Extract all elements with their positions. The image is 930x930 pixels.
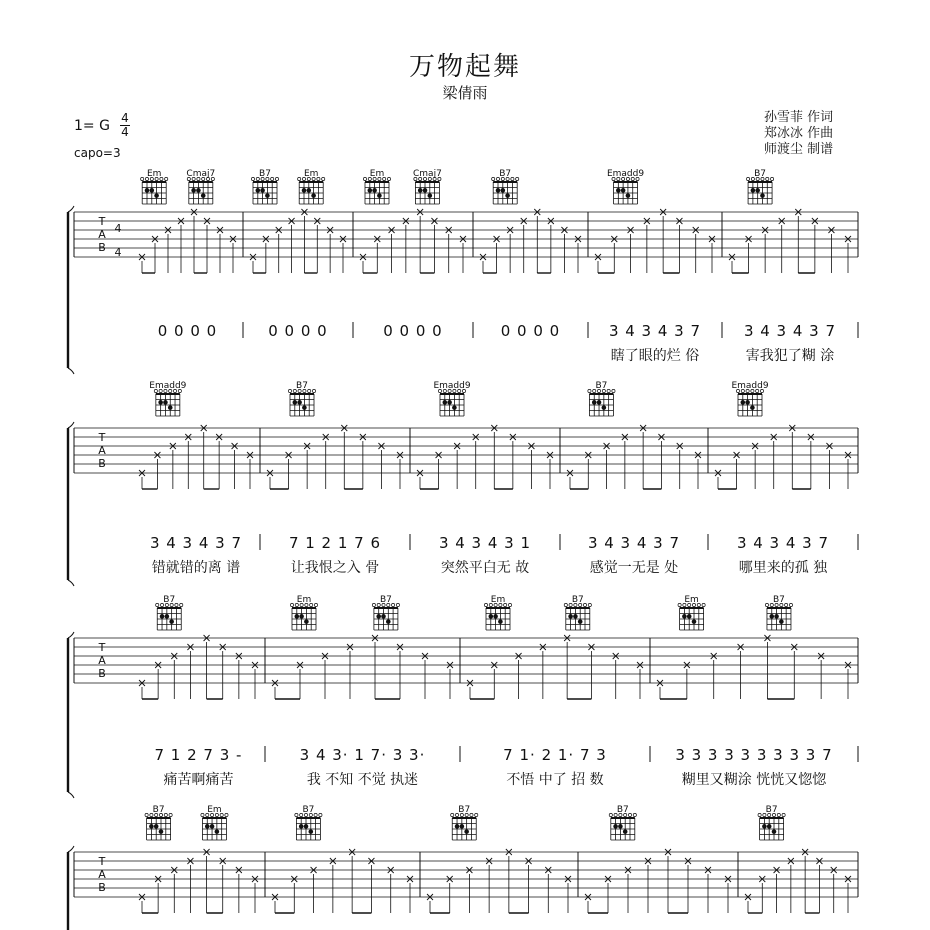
finger-dot (621, 188, 626, 193)
open-string-mark (169, 813, 172, 816)
finger-dot (767, 824, 772, 829)
open-string-mark (319, 813, 322, 816)
chord-diagram (736, 389, 763, 416)
open-string-mark (628, 813, 631, 816)
chord-name: Em (296, 595, 312, 605)
chord-name: Cmaj7 (413, 169, 442, 179)
lyric-line: 不悟 中了 招 数 (506, 772, 604, 788)
chord-diagram (451, 813, 478, 840)
finger-dot (309, 829, 314, 834)
open-string-mark (511, 177, 514, 180)
finger-dot (168, 405, 173, 410)
finger-dot (377, 193, 382, 198)
finger-dot (692, 619, 697, 624)
finger-dot (592, 400, 597, 405)
chord-name: B7 (259, 169, 271, 179)
open-string-mark (175, 603, 178, 606)
chord-name: B7 (499, 169, 512, 179)
artist-name: 梁倩雨 (442, 84, 488, 102)
chord-name: Cmaj7 (186, 169, 216, 179)
composer-credit: 郑冰冰 作曲 (764, 126, 834, 141)
open-string-mark (180, 603, 183, 606)
open-string-mark (314, 603, 317, 606)
time-signature-bottom: 4 (121, 125, 129, 139)
finger-dot (376, 614, 381, 619)
lyric-line: 让我恨之入 骨 (290, 560, 380, 576)
finger-dot (201, 193, 206, 198)
finger-dot (578, 619, 583, 624)
lyricist-credit: 孙雪菲 作词 (764, 110, 834, 125)
jianpu-notation: 3 3 3 3 3 3 3 3 3 7 (675, 746, 833, 764)
finger-dot (311, 193, 316, 198)
chord-diagram (612, 177, 639, 204)
finger-dot (154, 193, 159, 198)
open-string-mark (396, 603, 399, 606)
chord-diagram (758, 813, 785, 840)
chord-diagram (588, 389, 615, 416)
finger-dot (493, 614, 498, 619)
tab-clef-letter: B (98, 667, 106, 680)
finger-dot (154, 824, 159, 829)
open-string-mark (746, 177, 749, 180)
time-signature-top: 4 (121, 111, 129, 125)
finger-dot (613, 824, 618, 829)
bracket-bottom (68, 368, 74, 374)
open-string-mark (288, 389, 291, 392)
open-string-mark (322, 177, 325, 180)
chord-name: Em (146, 169, 162, 179)
finger-dot (159, 829, 164, 834)
open-string-mark (470, 813, 473, 816)
open-string-mark (609, 813, 612, 816)
open-string-mark (451, 813, 454, 816)
finger-dot (169, 619, 174, 624)
chord-name: B7 (595, 381, 608, 391)
finger-dot (210, 824, 215, 829)
finger-dot (307, 188, 312, 193)
finger-dot (255, 188, 260, 193)
open-string-mark (141, 177, 144, 180)
lyric-line: 错就错的离 谱 (151, 560, 241, 576)
open-string-mark (225, 813, 228, 816)
lyric-line: 瞎了眼的烂 俗 (610, 348, 700, 364)
lyric-line: 痛苦啊痛苦 (163, 772, 234, 788)
finger-dot (215, 829, 220, 834)
finger-dot (751, 188, 756, 193)
bracket-bottom (68, 792, 74, 798)
chord-diagram (492, 177, 519, 204)
jianpu-notation: 0 0 0 0 (500, 322, 561, 340)
jianpu-notation: 3 4 3 4 3 7 (608, 322, 702, 340)
finger-dot (464, 829, 469, 834)
tab-time-top: 4 (114, 222, 122, 235)
finger-dot (779, 619, 784, 624)
open-string-mark (363, 177, 366, 180)
open-string-mark (275, 177, 278, 180)
finger-dot (423, 188, 428, 193)
finger-dot (687, 614, 692, 619)
arranger-credit: 师渡尘 制谱 (764, 142, 834, 157)
jianpu-notation: 7 1· 2 1· 7 3 (503, 746, 607, 764)
open-string-mark (583, 603, 586, 606)
finger-dot (452, 405, 457, 410)
finger-dot (750, 405, 755, 410)
finger-dot (443, 400, 448, 405)
open-string-mark (612, 389, 615, 392)
jianpu-notation: 7 1 2 1 7 6 (288, 534, 382, 552)
tab-time-bottom: 4 (114, 246, 122, 259)
finger-dot (304, 619, 309, 624)
open-string-mark (372, 603, 375, 606)
chord-diagram (290, 603, 317, 630)
finger-dot (755, 188, 760, 193)
open-string-mark (758, 813, 761, 816)
open-string-mark (484, 603, 487, 606)
tab-clef-letter: B (98, 241, 106, 254)
tab-clef-letter: A (98, 228, 106, 241)
finger-dot (769, 614, 774, 619)
jianpu-notation: 0 0 0 0 (383, 322, 443, 340)
finger-dot (682, 614, 687, 619)
finger-dot (496, 188, 501, 193)
tab-clef-letter: T (98, 431, 106, 444)
chord-diagram (145, 813, 172, 840)
chord-name: Em (684, 595, 699, 605)
finger-dot (165, 614, 170, 619)
chord-diagram (484, 603, 511, 630)
open-string-mark (165, 177, 168, 180)
chord-diagram (295, 813, 322, 840)
chord-diagram (372, 603, 399, 630)
finger-dot (489, 614, 494, 619)
tab-clef-letter: B (98, 457, 106, 470)
chord-name: B7 (571, 595, 584, 605)
open-string-mark (475, 813, 478, 816)
open-string-mark (298, 177, 301, 180)
chord-diagram (141, 177, 168, 204)
lyric-line: 害我犯了糊 涂 (745, 348, 835, 364)
tab-clef-letter: A (98, 868, 106, 881)
chord-diagram (298, 177, 325, 204)
jianpu-notation: 3 4 3 4 3 7 (587, 534, 681, 552)
finger-dot (505, 193, 510, 198)
jianpu-notation: 3 4 3· 1 7· 3 3· (299, 746, 426, 764)
chord-diagram (678, 603, 705, 630)
finger-dot (626, 193, 631, 198)
finger-dot (774, 614, 779, 619)
finger-dot (163, 400, 168, 405)
finger-dot (304, 824, 309, 829)
tab-clef-letter: T (98, 215, 106, 228)
chord-diagram (414, 177, 441, 204)
finger-dot (297, 400, 302, 405)
bracket-top (68, 846, 74, 852)
jianpu-notation: 3 4 3 4 3 7 (736, 534, 830, 552)
finger-dot (447, 400, 452, 405)
open-string-mark (271, 177, 274, 180)
finger-dot (150, 188, 155, 193)
open-string-mark (312, 389, 315, 392)
lyric-line: 糊里又糊涂 恍恍又惚惚 (681, 772, 827, 788)
finger-dot (149, 824, 154, 829)
chord-diagram (187, 177, 214, 204)
jianpu-notation: 3 4 3 4 3 1 (438, 534, 532, 552)
finger-dot (295, 614, 300, 619)
finger-dot (265, 193, 270, 198)
key-signature: 1= G (74, 118, 110, 134)
chord-name: Emadd9 (731, 381, 769, 391)
chord-name: B7 (458, 805, 471, 815)
chord-name: Em (369, 169, 385, 179)
finger-dot (428, 193, 433, 198)
lyric-line: 感觉一无是 处 (589, 560, 679, 576)
open-string-mark (516, 177, 519, 180)
bracket-top (68, 422, 74, 428)
chord-name: Em (490, 595, 506, 605)
chord-diagram (251, 177, 278, 204)
finger-dot (568, 614, 573, 619)
open-string-mark (164, 813, 167, 816)
finger-dot (386, 619, 391, 624)
finger-dot (372, 188, 377, 193)
chord-diagram (765, 603, 792, 630)
tab-clef-letter: T (98, 855, 106, 868)
chord-name: B7 (163, 595, 176, 605)
open-string-mark (564, 603, 567, 606)
open-string-mark (770, 177, 773, 180)
chord-name: B7 (379, 595, 392, 605)
bracket-bottom (68, 580, 74, 586)
finger-dot (160, 614, 165, 619)
jianpu-notation: 3 4 3 4 3 7 (149, 534, 243, 552)
finger-dot (191, 188, 196, 193)
chord-name: B7 (773, 595, 785, 605)
finger-dot (501, 188, 506, 193)
jianpu-notation: 7 1 2 7 3 - (154, 746, 243, 764)
jianpu-notation: 0 0 0 0 (268, 322, 328, 340)
chord-name: B7 (296, 381, 308, 391)
open-string-mark (145, 813, 148, 816)
chord-diagram (156, 603, 183, 630)
open-string-mark (702, 603, 705, 606)
finger-dot (299, 614, 304, 619)
open-string-mark (789, 603, 792, 606)
finger-dot (418, 188, 423, 193)
finger-dot (205, 824, 210, 829)
finger-dot (772, 829, 777, 834)
lyric-line: 突然平白无 故 (440, 560, 530, 576)
open-string-mark (588, 389, 591, 392)
finger-dot (623, 829, 628, 834)
open-string-mark (785, 603, 788, 606)
open-string-mark (782, 813, 785, 816)
finger-dot (618, 824, 623, 829)
chord-name: B7 (754, 169, 767, 179)
finger-dot (293, 400, 298, 405)
chord-diagram (746, 177, 773, 204)
finger-dot (741, 400, 746, 405)
chord-diagram (609, 813, 636, 840)
song-title: 万物起舞 (408, 52, 521, 82)
open-string-mark (295, 813, 298, 816)
chord-diagram (363, 177, 390, 204)
open-string-mark (607, 389, 610, 392)
chord-diagram (288, 389, 315, 416)
finger-dot (762, 824, 767, 829)
finger-dot (597, 400, 602, 405)
jianpu-notation: 0 0 0 0 (157, 322, 218, 340)
finger-dot (368, 188, 373, 193)
lyric-line: 我 不知 不觉 执迷 (306, 772, 419, 788)
bracket-top (68, 206, 74, 212)
chord-name: Emadd9 (433, 381, 471, 391)
open-string-mark (777, 813, 780, 816)
chord-name: Em (207, 805, 222, 815)
open-string-mark (314, 813, 317, 816)
chord-name: Emadd9 (149, 381, 187, 391)
finger-dot (602, 405, 607, 410)
chord-diagram (201, 813, 228, 840)
finger-dot (302, 405, 307, 410)
chord-name: B7 (302, 805, 315, 815)
open-string-mark (766, 177, 769, 180)
chord-name: B7 (616, 805, 629, 815)
open-string-mark (290, 603, 293, 606)
finger-dot (260, 188, 265, 193)
open-string-mark (765, 603, 768, 606)
chord-name: Emadd9 (606, 169, 645, 179)
finger-dot (196, 188, 201, 193)
open-string-mark (156, 603, 159, 606)
open-string-mark (633, 813, 636, 816)
bracket-top (68, 632, 74, 638)
capo-label: capo=3 (74, 146, 121, 160)
open-string-mark (392, 603, 395, 606)
chord-diagram (154, 389, 181, 416)
open-string-mark (387, 177, 390, 180)
open-string-mark (678, 603, 681, 606)
open-string-mark (251, 177, 254, 180)
chord-name: Em (303, 169, 319, 179)
finger-dot (381, 614, 386, 619)
chord-diagram (438, 389, 465, 416)
open-string-mark (308, 389, 311, 392)
open-string-mark (492, 177, 495, 180)
open-string-mark (588, 603, 591, 606)
tab-clef-letter: A (98, 654, 106, 667)
tab-clef-letter: T (98, 641, 106, 654)
tab-clef-letter: B (98, 881, 106, 894)
open-string-mark (201, 813, 204, 816)
finger-dot (145, 188, 150, 193)
finger-dot (760, 193, 765, 198)
open-string-mark (508, 603, 511, 606)
chord-name: B7 (765, 805, 778, 815)
finger-dot (745, 400, 750, 405)
finger-dot (455, 824, 460, 829)
finger-dot (498, 619, 503, 624)
finger-dot (616, 188, 621, 193)
finger-dot (299, 824, 304, 829)
finger-dot (573, 614, 578, 619)
finger-dot (460, 824, 465, 829)
lyric-line: 哪里来的孤 独 (738, 560, 828, 576)
chord-diagram (564, 603, 591, 630)
finger-dot (302, 188, 307, 193)
chord-name: B7 (152, 805, 165, 815)
tab-clef-letter: A (98, 444, 106, 457)
finger-dot (158, 400, 163, 405)
jianpu-notation: 3 4 3 4 3 7 (743, 322, 837, 340)
